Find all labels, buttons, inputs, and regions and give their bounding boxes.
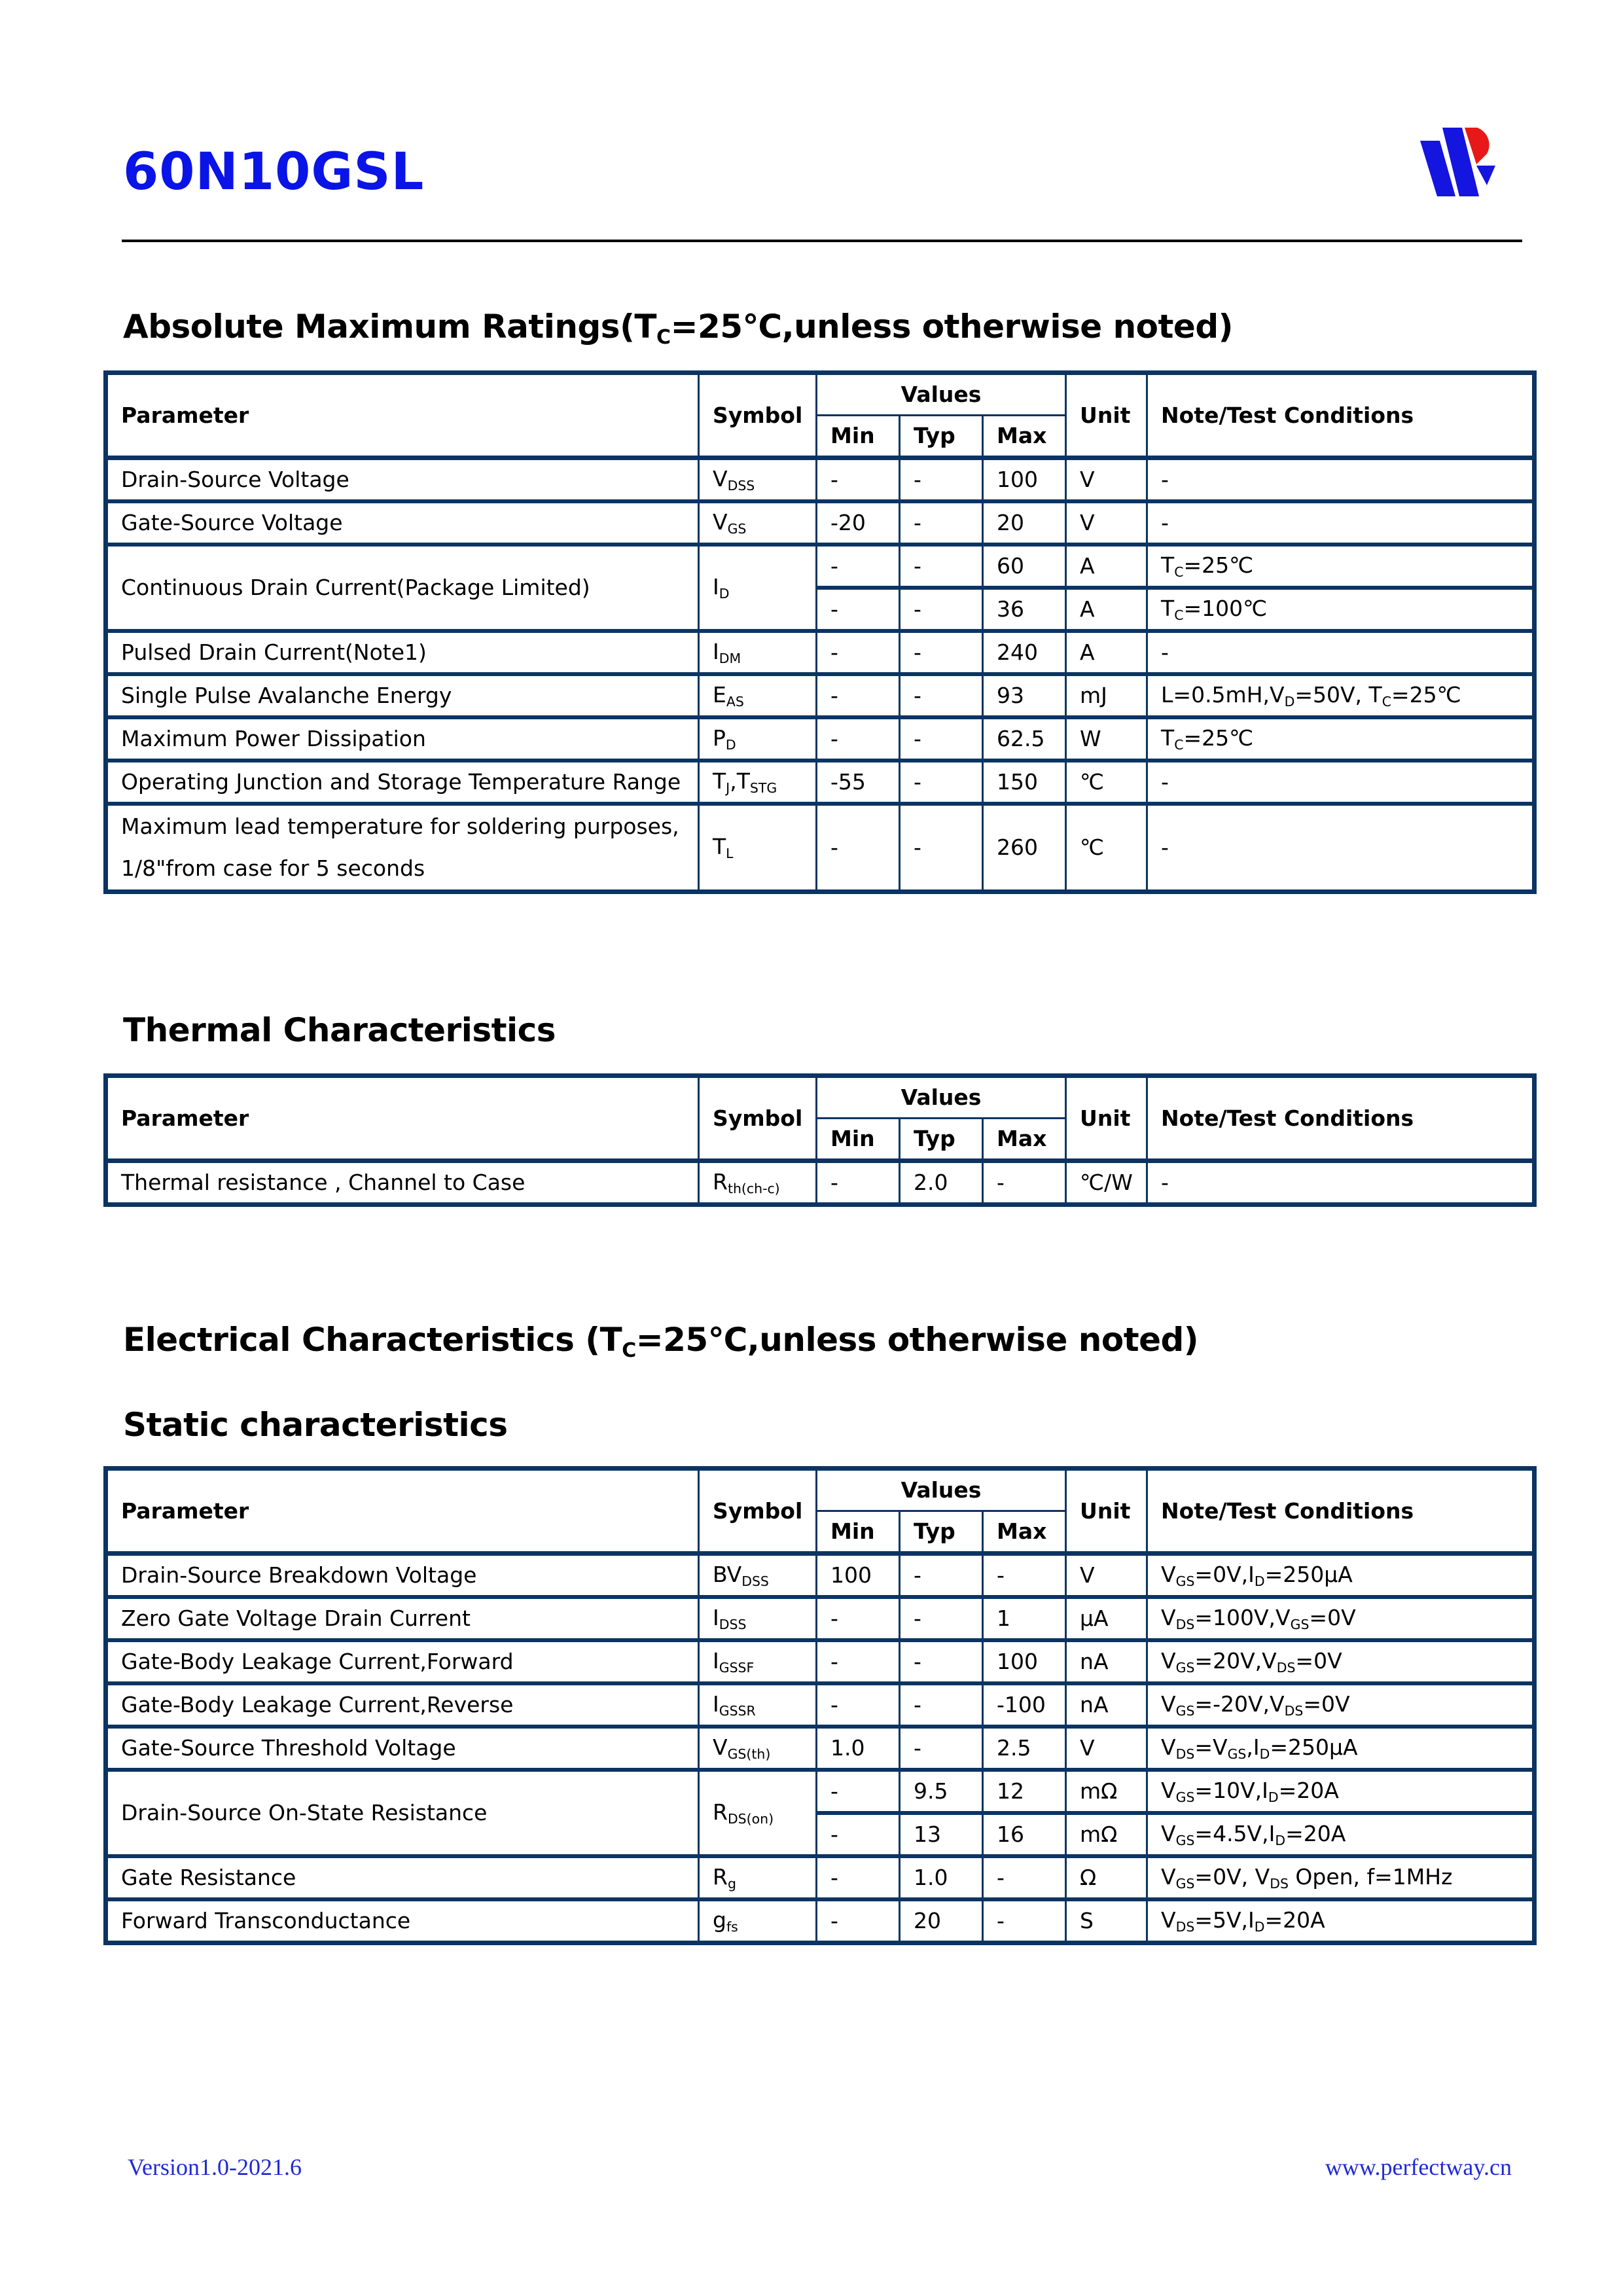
- cell-unit: A: [1066, 545, 1147, 588]
- cell-parameter: Gate-Source Threshold Voltage: [106, 1727, 699, 1770]
- col-header-values: Values: [817, 1469, 1066, 1511]
- cell-parameter: Single Pulse Avalanche Energy: [106, 674, 699, 717]
- col-header-unit: Unit: [1066, 1469, 1147, 1554]
- cell-typ: 1.0: [900, 1856, 983, 1899]
- cell-unit: V: [1066, 458, 1147, 502]
- cell-symbol: $V_{DSS}$: [699, 458, 817, 502]
- col-header-typ: Typ: [900, 1511, 983, 1554]
- table-row: [106, 1597, 1535, 1640]
- cell-unit: mJ: [1066, 674, 1147, 717]
- footer-version: Version1.0-2021.6: [128, 2154, 302, 2180]
- cell-typ: -: [900, 804, 983, 892]
- table-row: [106, 804, 1535, 892]
- cell-note: -: [1147, 501, 1535, 545]
- col-header-note: Note/Test Conditions: [1147, 1076, 1535, 1161]
- cell-typ: -: [900, 631, 983, 674]
- cell-min: -: [817, 674, 900, 717]
- cell-symbol: $BV_{DSS}$: [699, 1554, 817, 1598]
- cell-min: 1.0: [817, 1727, 900, 1770]
- footer-website-link[interactable]: www.perfectway.cn: [1325, 2154, 1512, 2180]
- table-row: [106, 717, 1535, 761]
- table-row: [106, 1770, 1535, 1813]
- table-row: [106, 458, 1535, 502]
- cell-symbol: $I_{GSSR}$: [699, 1683, 817, 1727]
- cell-symbol: $V_{GS(th)}$: [699, 1727, 817, 1770]
- section-title-static: Static characteristics: [123, 1406, 508, 1444]
- cell-typ: -: [900, 501, 983, 545]
- cell-min: -: [817, 1813, 900, 1856]
- cell-symbol: $I_D$: [699, 545, 817, 631]
- cell-typ: 13: [900, 1813, 983, 1856]
- cell-max: -: [983, 1856, 1066, 1899]
- table-row: [106, 501, 1535, 545]
- cell-parameter: Maximum lead temperature for soldering purposes, 1/8"from case for 5 seconds: [106, 804, 699, 892]
- cell-unit: ℃: [1066, 804, 1147, 892]
- table-row: [106, 674, 1535, 717]
- cell-typ: -: [900, 1640, 983, 1683]
- cell-typ: -: [900, 1683, 983, 1727]
- cell-max: 150: [983, 761, 1066, 804]
- part-number-title: 60N10GSL: [123, 143, 425, 202]
- cell-typ: 2.0: [900, 1161, 983, 1205]
- col-header-min: Min: [817, 1119, 900, 1161]
- cell-note: $V_{DS}=V_{GS},I_D=250\mu A$: [1147, 1727, 1535, 1770]
- col-header-unit: Unit: [1066, 1076, 1147, 1161]
- static-characteristics-table: [103, 1466, 1537, 1945]
- section-title-electrical: Electrical Characteristics ($T_C=25℃,unless$ otherwise noted): [123, 1321, 1199, 1362]
- cell-max: -: [983, 1899, 1066, 1943]
- cell-max: 12: [983, 1770, 1066, 1813]
- cell-unit: V: [1066, 1554, 1147, 1598]
- cell-note: $V_{GS}=10V,I_D=20A$: [1147, 1770, 1535, 1813]
- cell-unit: V: [1066, 501, 1147, 545]
- cell-max: 260: [983, 804, 1066, 892]
- cell-parameter: Drain-Source Breakdown Voltage: [106, 1554, 699, 1598]
- cell-unit: nA: [1066, 1640, 1147, 1683]
- cell-note: $V_{GS}=4.5V,I_D=20A$: [1147, 1813, 1535, 1856]
- cell-max: -: [983, 1554, 1066, 1598]
- cell-min: -: [817, 545, 900, 588]
- cell-typ: -: [900, 1727, 983, 1770]
- cell-note: $T_C=25℃$: [1147, 717, 1535, 761]
- cell-min: -: [817, 1597, 900, 1640]
- col-header-parameter: Parameter: [106, 373, 699, 458]
- cell-unit: V: [1066, 1727, 1147, 1770]
- table-row: [106, 1640, 1535, 1683]
- cell-max: 36: [983, 588, 1066, 631]
- cell-min: -: [817, 804, 900, 892]
- cell-symbol: $T_L$: [699, 804, 817, 892]
- cell-parameter: Pulsed Drain Current(Note1): [106, 631, 699, 674]
- col-header-values: Values: [817, 373, 1066, 416]
- cell-typ: -: [900, 458, 983, 502]
- cell-symbol: $E_{AS}$: [699, 674, 817, 717]
- cell-symbol: $I_{DSS}$: [699, 1597, 817, 1640]
- cell-note: $V_{DS}=5V,I_D=20A$: [1147, 1899, 1535, 1943]
- section-title-absolute-max: Absolute Maximum $Ratings(T_C=25℃,unless$ otherwise noted): [123, 308, 1233, 349]
- table-row: [106, 1899, 1535, 1943]
- cell-max: 100: [983, 1640, 1066, 1683]
- cell-symbol: $T_J,T_{STG}$: [699, 761, 817, 804]
- cell-symbol: $R_g$: [699, 1856, 817, 1899]
- cell-parameter: Gate Resistance: [106, 1856, 699, 1899]
- cell-note: -: [1147, 631, 1535, 674]
- cell-parameter: Gate-Body Leakage Current,Forward: [106, 1640, 699, 1683]
- cell-unit: S: [1066, 1899, 1147, 1943]
- cell-typ: 20: [900, 1899, 983, 1943]
- cell-typ: -: [900, 1597, 983, 1640]
- cell-parameter: Thermal resistance , Channel to Case: [106, 1161, 699, 1205]
- col-header-note: Note/Test Conditions: [1147, 373, 1535, 458]
- cell-min: -: [817, 1640, 900, 1683]
- table-row: [106, 1554, 1535, 1598]
- table-row: [106, 1161, 1535, 1205]
- cell-typ: -: [900, 1554, 983, 1598]
- cell-unit: ℃: [1066, 761, 1147, 804]
- cell-note: $T_C=100℃$: [1147, 588, 1535, 631]
- table-row: [106, 545, 1535, 588]
- col-header-typ: Typ: [900, 1119, 983, 1161]
- table-row: [106, 1683, 1535, 1727]
- cell-unit: A: [1066, 631, 1147, 674]
- cell-symbol: $R_{DS(on)}$: [699, 1770, 817, 1856]
- cell-max: 1: [983, 1597, 1066, 1640]
- cell-unit: mΩ: [1066, 1770, 1147, 1813]
- col-header-unit: Unit: [1066, 373, 1147, 458]
- cell-min: -: [817, 1856, 900, 1899]
- table-row: [106, 1727, 1535, 1770]
- cell-parameter: Gate-Source Voltage: [106, 501, 699, 545]
- cell-symbol: $I_{GSSF}$: [699, 1640, 817, 1683]
- col-header-typ: Typ: [900, 416, 983, 458]
- cell-min: -: [817, 1770, 900, 1813]
- cell-note: -: [1147, 1161, 1535, 1205]
- cell-max: 2.5: [983, 1727, 1066, 1770]
- cell-max: 16: [983, 1813, 1066, 1856]
- cell-max: 100: [983, 458, 1066, 502]
- cell-parameter: Operating Junction and Storage Temperature Range: [106, 761, 699, 804]
- cell-max: 62.5: [983, 717, 1066, 761]
- cell-note: $L=0.5mH,V_D=50V$, $T_C=25℃$: [1147, 674, 1535, 717]
- cell-max: -: [983, 1161, 1066, 1205]
- cell-max: 240: [983, 631, 1066, 674]
- cell-max: -100: [983, 1683, 1066, 1727]
- cell-unit: nA: [1066, 1683, 1147, 1727]
- cell-typ: -: [900, 761, 983, 804]
- cell-max: 60: [983, 545, 1066, 588]
- cell-symbol: $R_{th(ch-c)}$: [699, 1161, 817, 1205]
- col-header-symbol: Symbol: [699, 373, 817, 458]
- cell-unit: ℃/W: [1066, 1161, 1147, 1205]
- cell-min: -: [817, 717, 900, 761]
- col-header-parameter: Parameter: [106, 1469, 699, 1554]
- col-header-values: Values: [817, 1076, 1066, 1119]
- cell-min: -: [817, 458, 900, 502]
- col-header-min: Min: [817, 1511, 900, 1554]
- cell-note: -: [1147, 458, 1535, 502]
- cell-min: -: [817, 631, 900, 674]
- cell-symbol: $g_{fs}$: [699, 1899, 817, 1943]
- cell-typ: 9.5: [900, 1770, 983, 1813]
- table-row: [106, 1856, 1535, 1899]
- cell-min: -20: [817, 501, 900, 545]
- col-header-max: Max: [983, 1119, 1066, 1161]
- cell-unit: W: [1066, 717, 1147, 761]
- cell-parameter: Forward Transconductance: [106, 1899, 699, 1943]
- cell-parameter: Continuous Drain Current(Package Limited): [106, 545, 699, 631]
- cell-parameter: Drain-Source On-State Resistance: [106, 1770, 699, 1856]
- col-header-min: Min: [817, 416, 900, 458]
- cell-note: -: [1147, 761, 1535, 804]
- cell-min: -55: [817, 761, 900, 804]
- cell-parameter: Zero Gate Voltage Drain Current: [106, 1597, 699, 1640]
- cell-min: -: [817, 588, 900, 631]
- table-row: [106, 631, 1535, 674]
- cell-note: $V_{GS}=0V,I_D=250\mu A$: [1147, 1554, 1535, 1598]
- cell-min: -: [817, 1161, 900, 1205]
- cell-note: -: [1147, 804, 1535, 892]
- col-header-note: Note/Test Conditions: [1147, 1469, 1535, 1554]
- cell-note: $V_{DS}=100V,V_{GS}=0V$: [1147, 1597, 1535, 1640]
- cell-min: -: [817, 1683, 900, 1727]
- section-title-thermal: Thermal Characteristics: [123, 1011, 556, 1049]
- cell-max: 20: [983, 501, 1066, 545]
- cell-min: -: [817, 1899, 900, 1943]
- cell-min: 100: [817, 1554, 900, 1598]
- cell-symbol: $V_{GS}$: [699, 501, 817, 545]
- cell-symbol: $P_D$: [699, 717, 817, 761]
- cell-note: $V_{GS}=-20V,V_{DS}=0V$: [1147, 1683, 1535, 1727]
- cell-note: $T_C=25℃$: [1147, 545, 1535, 588]
- cell-max: 93: [983, 674, 1066, 717]
- cell-unit: Ω: [1066, 1856, 1147, 1899]
- absolute-max-ratings-table: [103, 370, 1537, 894]
- cell-note: $V_{GS}=20V,V_{DS}=0V$: [1147, 1640, 1535, 1683]
- header-divider: [122, 240, 1522, 242]
- cell-unit: mΩ: [1066, 1813, 1147, 1856]
- cell-typ: -: [900, 674, 983, 717]
- cell-typ: -: [900, 717, 983, 761]
- cell-parameter: Gate-Body Leakage Current,Reverse: [106, 1683, 699, 1727]
- cell-unit: μA: [1066, 1597, 1147, 1640]
- perfectway-logo-icon: [1414, 128, 1505, 206]
- cell-parameter: Drain-Source Voltage: [106, 458, 699, 502]
- cell-symbol: $I_{DM}$: [699, 631, 817, 674]
- col-header-max: Max: [983, 1511, 1066, 1554]
- cell-typ: -: [900, 588, 983, 631]
- cell-note: $V_{GS}=0V$, $V_{DS}$ Open, f=1MHz: [1147, 1856, 1535, 1899]
- cell-unit: A: [1066, 588, 1147, 631]
- col-header-parameter: Parameter: [106, 1076, 699, 1161]
- col-header-max: Max: [983, 416, 1066, 458]
- cell-typ: -: [900, 545, 983, 588]
- col-header-symbol: Symbol: [699, 1469, 817, 1554]
- col-header-symbol: Symbol: [699, 1076, 817, 1161]
- thermal-characteristics-table: [103, 1073, 1537, 1207]
- cell-parameter: Maximum Power Dissipation: [106, 717, 699, 761]
- table-row: [106, 761, 1535, 804]
